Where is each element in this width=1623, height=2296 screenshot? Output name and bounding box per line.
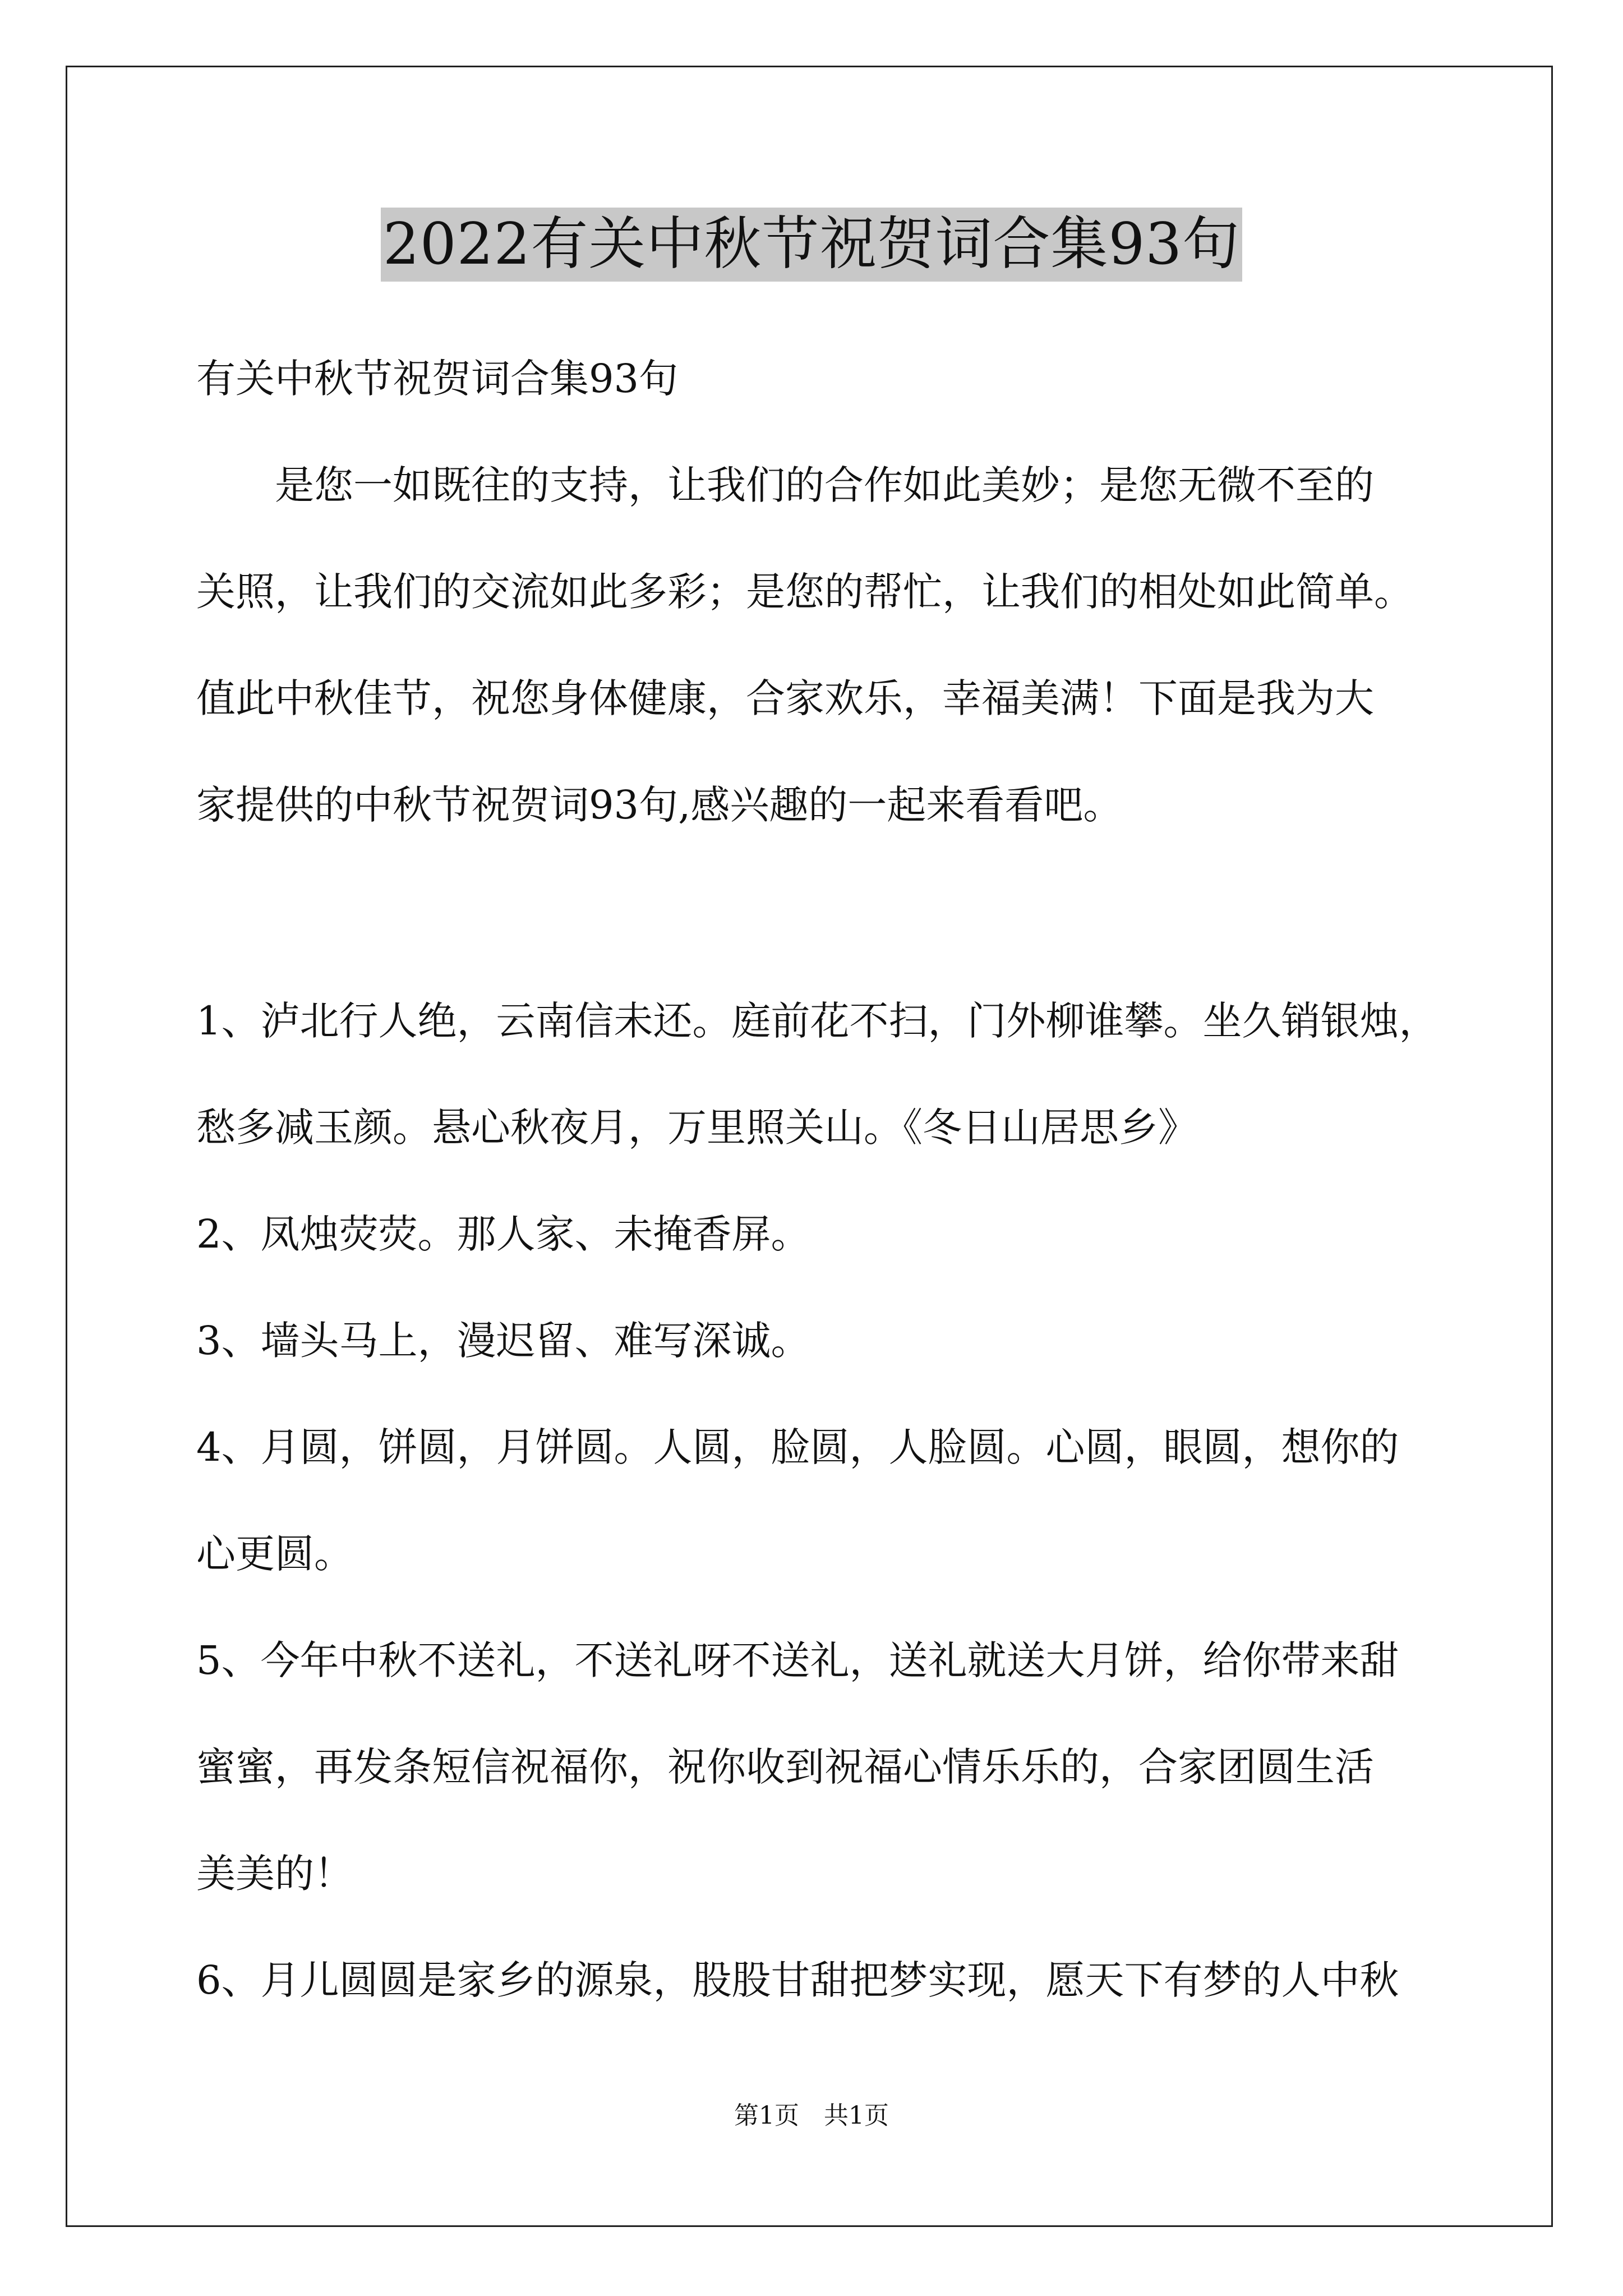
list-item-line: 4、月圆，饼圆，月饼圆。人圆，脸圆，人脸圆。心圆，眼圆，想你的 <box>196 1424 1399 1470</box>
intro-line: 家提供的中秋节祝贺词93句,感兴趣的一起来看看吧。 <box>196 782 1123 828</box>
list-item-line: 2、凤烛荧荧。那人家、未掩香屏。 <box>196 1211 810 1257</box>
list-item-line: 5、今年中秋不送礼，不送礼呀不送礼，送礼就送大月饼，给你带来甜 <box>196 1637 1399 1683</box>
title-container <box>0 208 1623 282</box>
list-item-line: 蜜蜜，再发条短信祝福你，祝你收到祝福心情乐乐的，合家团圆生活 <box>196 1744 1374 1790</box>
list-item-line: 3、墙头马上，漫迟留、难写深诚。 <box>196 1318 810 1364</box>
document-title: 2022有关中秋节祝贺词合集93句 <box>381 208 1242 282</box>
subtitle: 有关中秋节祝贺词合集93句 <box>196 356 679 402</box>
intro-line: 值此中秋佳节，祝您身体健康，合家欢乐，幸福美满！下面是我为大 <box>196 675 1374 721</box>
list-item-line: 愁多减玉颜。悬心秋夜月，万里照关山。《冬日山居思乡》 <box>196 1105 1197 1151</box>
intro-line: 是您一如既往的支持，让我们的合作如此美妙；是您无微不至的 <box>275 462 1374 508</box>
list-item-line: 1、泸北行人绝，云南信未还。庭前花不扫，门外柳谁攀。坐久销银烛， <box>196 998 1438 1044</box>
list-item-line: 6、月儿圆圆是家乡的源泉，股股甘甜把梦实现，愿天下有梦的人中秋 <box>196 1957 1399 2003</box>
list-item-line: 心更圆。 <box>196 1531 353 1577</box>
intro-line: 关照，让我们的交流如此多彩；是您的帮忙，让我们的相处如此简单。 <box>196 569 1413 615</box>
page-footer: 第1页 共1页 <box>734 2101 889 2130</box>
list-item-line: 美美的！ <box>196 1851 353 1897</box>
